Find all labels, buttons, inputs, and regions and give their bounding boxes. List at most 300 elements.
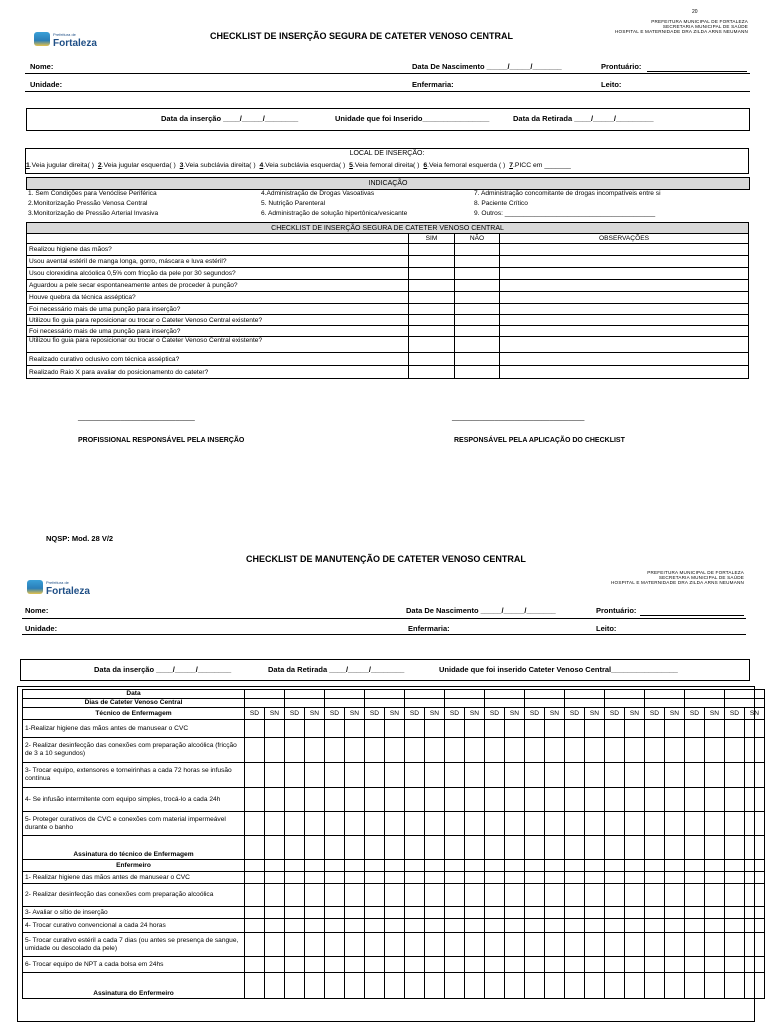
check-cell[interactable] — [245, 738, 265, 763]
check-cell[interactable] — [265, 788, 285, 812]
check-cell[interactable] — [645, 720, 665, 738]
date-cell[interactable] — [605, 699, 645, 708]
local-5[interactable]: 5.Veia femoral direita( ) — [349, 162, 420, 169]
check-cell[interactable] — [445, 738, 465, 763]
check-cell[interactable] — [665, 812, 685, 836]
check-cell[interactable] — [665, 919, 685, 933]
check-cell[interactable] — [305, 973, 325, 999]
check-cell[interactable] — [425, 836, 445, 860]
check-cell[interactable] — [745, 973, 765, 999]
sim-cell[interactable] — [409, 304, 455, 315]
check-cell[interactable] — [585, 860, 605, 872]
check-cell[interactable] — [365, 812, 385, 836]
check-cell[interactable] — [405, 907, 425, 919]
check-cell[interactable] — [605, 907, 625, 919]
check-cell[interactable] — [525, 872, 545, 884]
check-cell[interactable] — [745, 957, 765, 973]
sim-cell[interactable] — [409, 353, 455, 366]
check-cell[interactable] — [705, 919, 725, 933]
check-cell[interactable] — [385, 872, 405, 884]
indicacao-6[interactable]: 6. Administração de solução hipertônica/vesicante — [261, 210, 408, 217]
check-cell[interactable] — [685, 788, 705, 812]
check-cell[interactable] — [425, 788, 445, 812]
date-cell[interactable] — [325, 690, 365, 699]
check-cell[interactable] — [645, 872, 665, 884]
check-cell[interactable] — [445, 788, 465, 812]
check-cell[interactable] — [265, 738, 285, 763]
check-cell[interactable] — [245, 836, 265, 860]
check-cell[interactable] — [605, 919, 625, 933]
check-cell[interactable] — [725, 812, 745, 836]
date-cell[interactable] — [725, 699, 765, 708]
local-7[interactable]: 7.PICC em _______ — [509, 162, 571, 169]
check-cell[interactable] — [265, 919, 285, 933]
check-cell[interactable] — [325, 763, 345, 788]
local-2[interactable]: 2.Veia jugular esquerda( ) — [97, 162, 176, 169]
check-cell[interactable] — [545, 973, 565, 999]
check-cell[interactable] — [385, 933, 405, 957]
check-cell[interactable] — [425, 933, 445, 957]
nao-cell[interactable] — [455, 280, 500, 292]
check-cell[interactable] — [705, 957, 725, 973]
check-cell[interactable] — [505, 907, 525, 919]
obs-cell[interactable] — [500, 256, 749, 268]
check-cell[interactable] — [725, 738, 745, 763]
check-cell[interactable] — [405, 872, 425, 884]
check-cell[interactable] — [305, 763, 325, 788]
check-cell[interactable] — [325, 860, 345, 872]
check-cell[interactable] — [385, 720, 405, 738]
check-cell[interactable] — [565, 738, 585, 763]
check-cell[interactable] — [525, 836, 545, 860]
indicacao-4[interactable]: 4.Administração de Drogas Vasoativas — [261, 190, 375, 197]
check-cell[interactable] — [585, 957, 605, 973]
check-cell[interactable] — [365, 738, 385, 763]
check-cell[interactable] — [705, 812, 725, 836]
check-cell[interactable] — [505, 957, 525, 973]
check-cell[interactable] — [585, 788, 605, 812]
check-cell[interactable] — [245, 973, 265, 999]
date-cell[interactable] — [565, 690, 605, 699]
check-cell[interactable] — [665, 973, 685, 999]
check-cell[interactable] — [325, 788, 345, 812]
check-cell[interactable] — [365, 884, 385, 907]
check-cell[interactable] — [505, 973, 525, 999]
check-cell[interactable] — [445, 836, 465, 860]
check-cell[interactable] — [585, 933, 605, 957]
check-cell[interactable] — [325, 919, 345, 933]
check-cell[interactable] — [365, 973, 385, 999]
check-cell[interactable] — [505, 836, 525, 860]
date-cell[interactable] — [525, 690, 565, 699]
check-cell[interactable] — [405, 738, 425, 763]
sim-cell[interactable] — [409, 280, 455, 292]
check-cell[interactable] — [425, 720, 445, 738]
check-cell[interactable] — [285, 738, 305, 763]
check-cell[interactable] — [465, 763, 485, 788]
check-cell[interactable] — [345, 720, 365, 738]
check-cell[interactable] — [345, 973, 365, 999]
check-cell[interactable] — [325, 720, 345, 738]
check-cell[interactable] — [545, 884, 565, 907]
check-cell[interactable] — [605, 884, 625, 907]
check-cell[interactable] — [285, 860, 305, 872]
check-cell[interactable] — [625, 973, 645, 999]
check-cell[interactable] — [525, 933, 545, 957]
check-cell[interactable] — [485, 836, 505, 860]
date-cell[interactable] — [645, 690, 685, 699]
check-cell[interactable] — [625, 872, 645, 884]
check-cell[interactable] — [245, 957, 265, 973]
check-cell[interactable] — [385, 884, 405, 907]
check-cell[interactable] — [465, 884, 485, 907]
check-cell[interactable] — [405, 720, 425, 738]
check-cell[interactable] — [645, 973, 665, 999]
check-cell[interactable] — [545, 860, 565, 872]
check-cell[interactable] — [665, 872, 685, 884]
check-cell[interactable] — [505, 919, 525, 933]
check-cell[interactable] — [265, 860, 285, 872]
check-cell[interactable] — [345, 872, 365, 884]
check-cell[interactable] — [365, 763, 385, 788]
check-cell[interactable] — [305, 907, 325, 919]
check-cell[interactable] — [565, 720, 585, 738]
nao-cell[interactable] — [455, 315, 500, 326]
check-cell[interactable] — [685, 957, 705, 973]
check-cell[interactable] — [485, 907, 505, 919]
check-cell[interactable] — [705, 763, 725, 788]
check-cell[interactable] — [585, 738, 605, 763]
obs-cell[interactable] — [500, 337, 749, 353]
check-cell[interactable] — [625, 763, 645, 788]
check-cell[interactable] — [485, 919, 505, 933]
check-cell[interactable] — [685, 738, 705, 763]
nao-cell[interactable] — [455, 304, 500, 315]
check-cell[interactable] — [745, 872, 765, 884]
date-cell[interactable] — [525, 699, 565, 708]
check-cell[interactable] — [545, 720, 565, 738]
check-cell[interactable] — [485, 763, 505, 788]
check-cell[interactable] — [725, 763, 745, 788]
check-cell[interactable] — [665, 720, 685, 738]
data-retirada-field[interactable]: Data da Retirada ____/_____/_________ — [513, 114, 654, 123]
check-cell[interactable] — [245, 907, 265, 919]
obs-cell[interactable] — [500, 326, 749, 337]
date-cell[interactable] — [485, 690, 525, 699]
check-cell[interactable] — [285, 933, 305, 957]
check-cell[interactable] — [465, 919, 485, 933]
check-cell[interactable] — [385, 738, 405, 763]
check-cell[interactable] — [465, 788, 485, 812]
check-cell[interactable] — [265, 884, 285, 907]
check-cell[interactable] — [465, 933, 485, 957]
obs-cell[interactable] — [500, 366, 749, 379]
check-cell[interactable] — [565, 788, 585, 812]
check-cell[interactable] — [665, 957, 685, 973]
check-cell[interactable] — [745, 884, 765, 907]
check-cell[interactable] — [585, 836, 605, 860]
check-cell[interactable] — [485, 788, 505, 812]
check-cell[interactable] — [305, 919, 325, 933]
check-cell[interactable] — [645, 957, 665, 973]
check-cell[interactable] — [525, 919, 545, 933]
check-cell[interactable] — [725, 872, 745, 884]
check-cell[interactable] — [285, 720, 305, 738]
check-cell[interactable] — [645, 884, 665, 907]
check-cell[interactable] — [445, 872, 465, 884]
check-cell[interactable] — [425, 738, 445, 763]
check-cell[interactable] — [665, 860, 685, 872]
check-cell[interactable] — [745, 812, 765, 836]
check-cell[interactable] — [565, 973, 585, 999]
check-cell[interactable] — [465, 973, 485, 999]
check-cell[interactable] — [285, 836, 305, 860]
check-cell[interactable] — [565, 836, 585, 860]
check-cell[interactable] — [485, 973, 505, 999]
check-cell[interactable] — [685, 812, 705, 836]
check-cell[interactable] — [625, 860, 645, 872]
indicacao-9[interactable]: 9. Outros: _________________________________________ — [474, 210, 656, 217]
check-cell[interactable] — [665, 738, 685, 763]
check-cell[interactable] — [705, 884, 725, 907]
check-cell[interactable] — [505, 884, 525, 907]
check-cell[interactable] — [565, 933, 585, 957]
check-cell[interactable] — [425, 973, 445, 999]
check-cell[interactable] — [345, 812, 365, 836]
check-cell[interactable] — [525, 907, 545, 919]
check-cell[interactable] — [325, 933, 345, 957]
check-cell[interactable] — [445, 860, 465, 872]
check-cell[interactable] — [265, 973, 285, 999]
check-cell[interactable] — [645, 860, 665, 872]
check-cell[interactable] — [285, 812, 305, 836]
indicacao-7[interactable]: 7. Administração concomitante de drogas incompatíveis entre si — [474, 190, 661, 197]
check-cell[interactable] — [305, 788, 325, 812]
nascimento-field[interactable]: Data De Nascimento _____/_____/_______ — [412, 62, 562, 71]
check-cell[interactable] — [405, 860, 425, 872]
check-cell[interactable] — [465, 860, 485, 872]
sim-cell[interactable] — [409, 337, 455, 353]
check-cell[interactable] — [365, 933, 385, 957]
sim-cell[interactable] — [409, 268, 455, 280]
check-cell[interactable] — [385, 957, 405, 973]
check-cell[interactable] — [685, 973, 705, 999]
date-cell[interactable] — [445, 699, 485, 708]
check-cell[interactable] — [705, 860, 725, 872]
check-cell[interactable] — [625, 720, 645, 738]
check-cell[interactable] — [345, 788, 365, 812]
check-cell[interactable] — [265, 957, 285, 973]
date-cell[interactable] — [565, 699, 605, 708]
check-cell[interactable] — [445, 933, 465, 957]
check-cell[interactable] — [445, 919, 465, 933]
check-cell[interactable] — [745, 720, 765, 738]
check-cell[interactable] — [525, 812, 545, 836]
check-cell[interactable] — [565, 957, 585, 973]
date-cell[interactable] — [685, 690, 725, 699]
check-cell[interactable] — [325, 907, 345, 919]
check-cell[interactable] — [465, 957, 485, 973]
check-cell[interactable] — [385, 763, 405, 788]
check-cell[interactable] — [405, 763, 425, 788]
check-cell[interactable] — [525, 957, 545, 973]
check-cell[interactable] — [645, 812, 665, 836]
check-cell[interactable] — [485, 884, 505, 907]
check-cell[interactable] — [445, 812, 465, 836]
check-cell[interactable] — [665, 933, 685, 957]
date-cell[interactable] — [645, 699, 685, 708]
nao-cell[interactable] — [455, 326, 500, 337]
check-cell[interactable] — [665, 884, 685, 907]
indicacao-3[interactable]: 3.Monitorização de Pressão Arterial Invasiva — [28, 210, 159, 217]
check-cell[interactable] — [745, 788, 765, 812]
check-cell[interactable] — [405, 836, 425, 860]
check-cell[interactable] — [325, 973, 345, 999]
check-cell[interactable] — [285, 907, 305, 919]
check-cell[interactable] — [365, 872, 385, 884]
date-cell[interactable] — [405, 690, 445, 699]
check-cell[interactable] — [465, 738, 485, 763]
check-cell[interactable] — [405, 957, 425, 973]
check-cell[interactable] — [345, 907, 365, 919]
check-cell[interactable] — [705, 933, 725, 957]
check-cell[interactable] — [585, 872, 605, 884]
check-cell[interactable] — [665, 836, 685, 860]
check-cell[interactable] — [285, 872, 305, 884]
check-cell[interactable] — [705, 788, 725, 812]
check-cell[interactable] — [585, 907, 605, 919]
data-retirada-field-2[interactable]: Data da Retirada ____/_____/________ — [268, 665, 405, 674]
obs-cell[interactable] — [500, 268, 749, 280]
check-cell[interactable] — [545, 763, 565, 788]
check-cell[interactable] — [245, 884, 265, 907]
check-cell[interactable] — [265, 763, 285, 788]
indicacao-5[interactable]: 5. Nutrição Parenteral — [261, 200, 326, 207]
check-cell[interactable] — [285, 763, 305, 788]
check-cell[interactable] — [285, 957, 305, 973]
check-cell[interactable] — [545, 788, 565, 812]
check-cell[interactable] — [445, 884, 465, 907]
check-cell[interactable] — [425, 872, 445, 884]
check-cell[interactable] — [685, 919, 705, 933]
check-cell[interactable] — [385, 860, 405, 872]
check-cell[interactable] — [625, 957, 645, 973]
check-cell[interactable] — [505, 763, 525, 788]
check-cell[interactable] — [745, 919, 765, 933]
check-cell[interactable] — [725, 907, 745, 919]
check-cell[interactable] — [625, 907, 645, 919]
check-cell[interactable] — [345, 738, 365, 763]
indicacao-8[interactable]: 8. Paciente Crítico — [474, 200, 528, 207]
check-cell[interactable] — [725, 720, 745, 738]
check-cell[interactable] — [585, 919, 605, 933]
date-cell[interactable] — [685, 699, 725, 708]
check-cell[interactable] — [625, 812, 645, 836]
check-cell[interactable] — [725, 884, 745, 907]
nao-cell[interactable] — [455, 244, 500, 256]
check-cell[interactable] — [365, 860, 385, 872]
check-cell[interactable] — [345, 836, 365, 860]
check-cell[interactable] — [485, 933, 505, 957]
check-cell[interactable] — [605, 812, 625, 836]
check-cell[interactable] — [305, 812, 325, 836]
check-cell[interactable] — [525, 720, 545, 738]
sim-cell[interactable] — [409, 315, 455, 326]
check-cell[interactable] — [505, 738, 525, 763]
nao-cell[interactable] — [455, 337, 500, 353]
nao-cell[interactable] — [455, 268, 500, 280]
check-cell[interactable] — [405, 812, 425, 836]
nao-cell[interactable] — [455, 256, 500, 268]
check-cell[interactable] — [445, 957, 465, 973]
check-cell[interactable] — [285, 973, 305, 999]
check-cell[interactable] — [705, 720, 725, 738]
check-cell[interactable] — [325, 836, 345, 860]
check-cell[interactable] — [645, 933, 665, 957]
check-cell[interactable] — [565, 763, 585, 788]
check-cell[interactable] — [345, 919, 365, 933]
obs-cell[interactable] — [500, 315, 749, 326]
check-cell[interactable] — [705, 907, 725, 919]
check-cell[interactable] — [585, 973, 605, 999]
check-cell[interactable] — [705, 872, 725, 884]
check-cell[interactable] — [405, 788, 425, 812]
check-cell[interactable] — [385, 812, 405, 836]
check-cell[interactable] — [565, 860, 585, 872]
check-cell[interactable] — [245, 788, 265, 812]
check-cell[interactable] — [465, 907, 485, 919]
check-cell[interactable] — [285, 919, 305, 933]
check-cell[interactable] — [265, 720, 285, 738]
check-cell[interactable] — [485, 812, 505, 836]
date-cell[interactable] — [725, 690, 765, 699]
check-cell[interactable] — [325, 957, 345, 973]
nascimento-field-2[interactable]: Data De Nascimento _____/_____/_______ — [406, 606, 556, 615]
check-cell[interactable] — [445, 763, 465, 788]
check-cell[interactable] — [245, 812, 265, 836]
check-cell[interactable] — [245, 763, 265, 788]
check-cell[interactable] — [725, 933, 745, 957]
check-cell[interactable] — [725, 860, 745, 872]
check-cell[interactable] — [705, 973, 725, 999]
check-cell[interactable] — [505, 933, 525, 957]
check-cell[interactable] — [425, 763, 445, 788]
check-cell[interactable] — [425, 812, 445, 836]
check-cell[interactable] — [605, 788, 625, 812]
check-cell[interactable] — [665, 788, 685, 812]
check-cell[interactable] — [325, 872, 345, 884]
check-cell[interactable] — [265, 907, 285, 919]
check-cell[interactable] — [585, 720, 605, 738]
check-cell[interactable] — [325, 812, 345, 836]
indicacao-2[interactable]: 2.Monitorização Pressão Venosa Central — [28, 200, 148, 207]
check-cell[interactable] — [425, 884, 445, 907]
check-cell[interactable] — [245, 872, 265, 884]
check-cell[interactable] — [605, 720, 625, 738]
check-cell[interactable] — [625, 836, 645, 860]
check-cell[interactable] — [505, 860, 525, 872]
date-cell[interactable] — [445, 690, 485, 699]
check-cell[interactable] — [305, 738, 325, 763]
check-cell[interactable] — [685, 872, 705, 884]
check-cell[interactable] — [725, 788, 745, 812]
check-cell[interactable] — [365, 788, 385, 812]
sim-cell[interactable] — [409, 292, 455, 304]
check-cell[interactable] — [565, 812, 585, 836]
check-cell[interactable] — [585, 884, 605, 907]
check-cell[interactable] — [445, 907, 465, 919]
check-cell[interactable] — [605, 836, 625, 860]
